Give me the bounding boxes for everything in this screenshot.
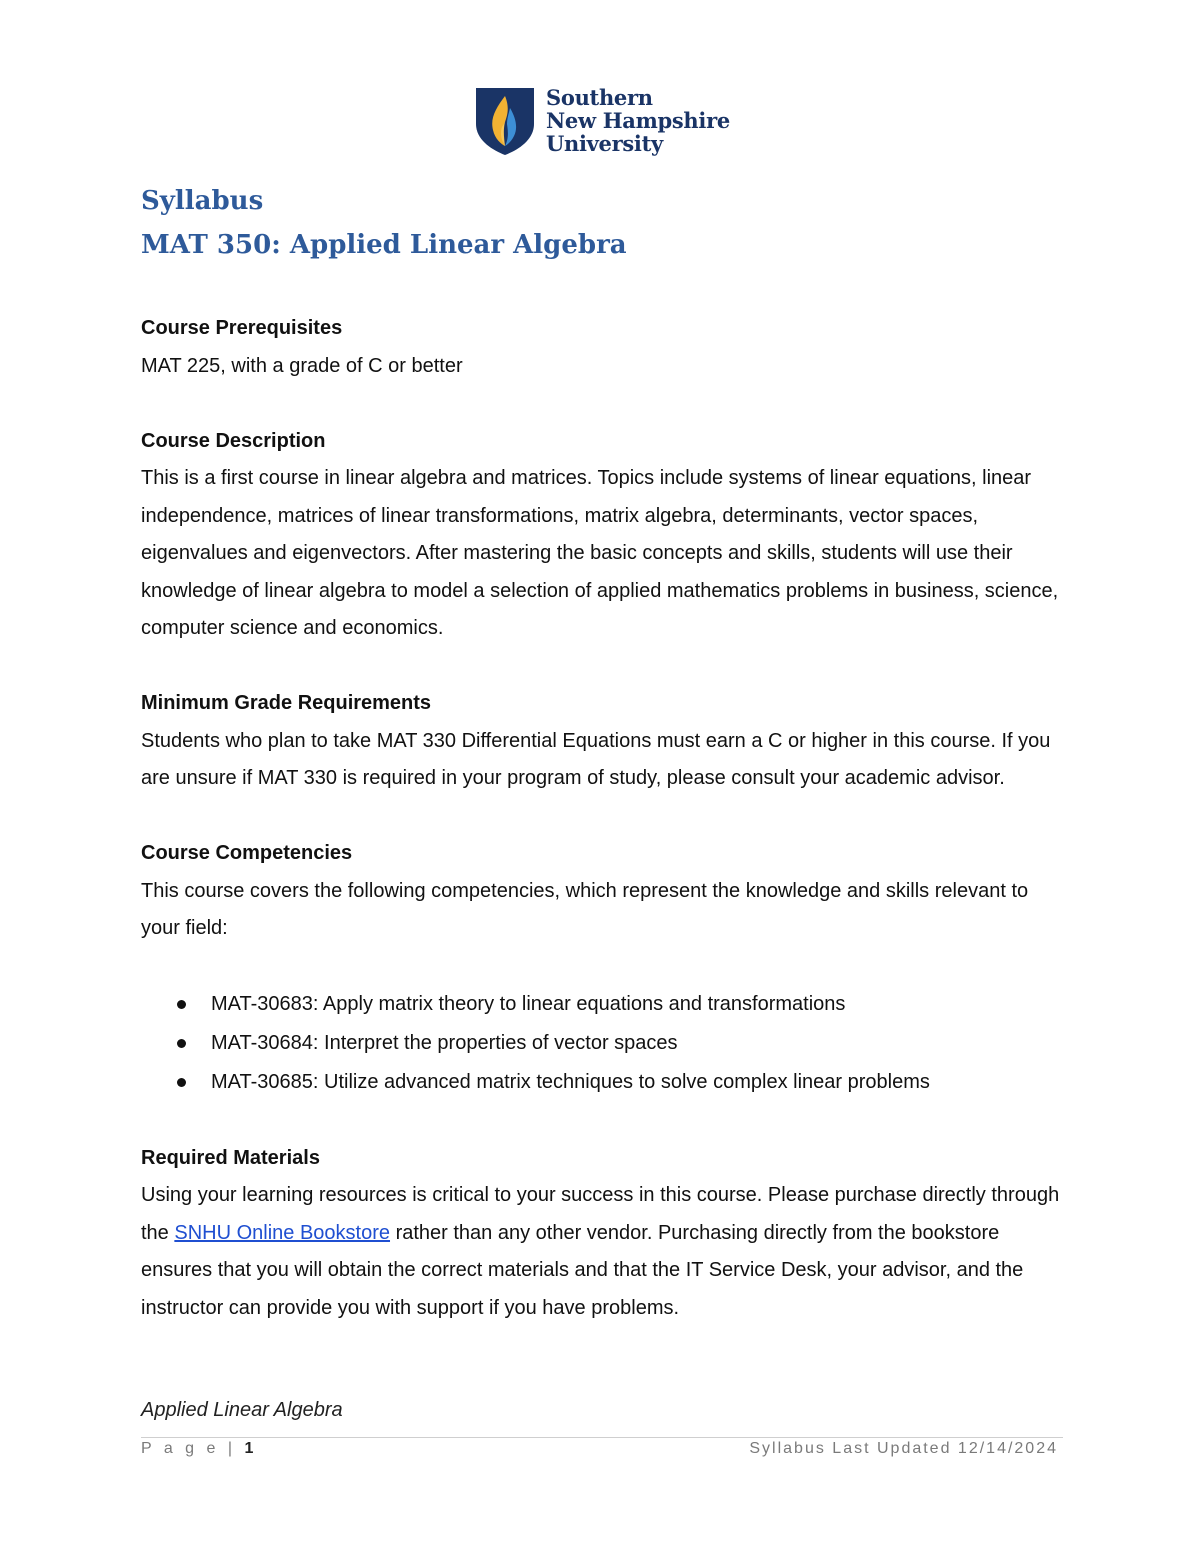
competency-text: MAT-30684: Interpret the properties of vector spaces — [211, 1032, 678, 1054]
bullet-icon — [177, 1039, 186, 1048]
description-text: This is a first course in linear algebra and matrices. Topics include systems of linear equations, linear independence, matrices of linear transformations, matrix algebra, determinants, vector spaces, eigenvalues and eigenvectors. After mastering the basic concepts and skills, students will use their knowledge of linear algebra to model a selection of applied mathematics problems in business, science, computer science and economics. — [141, 467, 1059, 639]
description-heading: Course Description — [141, 429, 326, 452]
competencies-intro: This course covers the following competencies, which represent the knowledge and skills relevant to your field: — [141, 879, 1029, 939]
logo-line-3: University — [546, 131, 663, 156]
competency-text: MAT-30685: Utilize advanced matrix techniques to solve complex linear problems — [211, 1071, 930, 1093]
competencies-heading: Course Competencies — [141, 842, 353, 864]
course-title: MAT 350: Applied Linear Algebra — [141, 230, 627, 260]
shield-flame-icon — [474, 86, 536, 156]
competency-text: MAT-30683: Apply matrix theory to linear equations and transformations — [211, 993, 846, 1015]
list-item — [141, 1024, 1071, 1063]
logo-line-1: Southern — [546, 85, 653, 110]
last-updated: Syllabus Last Updated 12/14/2024 — [749, 1440, 1058, 1457]
footer-course-name: Applied Linear Algebra — [141, 1399, 343, 1421]
list-item — [141, 985, 1071, 1024]
snhu-logo — [474, 86, 734, 160]
page-number-value: 1 — [244, 1440, 258, 1457]
prerequisites-heading: Course Prerequisites — [141, 317, 343, 339]
prerequisites-text: MAT 225, with a grade of C or better — [141, 354, 463, 377]
page-label: P a g e | — [141, 1440, 237, 1457]
document-title: Syllabus — [141, 186, 264, 216]
materials-text — [141, 1177, 1071, 1327]
bullet-icon — [177, 1000, 186, 1009]
bullet-icon — [177, 1078, 186, 1087]
syllabus-body — [141, 310, 1071, 1327]
grade-requirements-text: Students who plan to take MAT 330 Differential Equations must earn a C or higher in this course. If you are unsure if MAT 330 is required in your program of study, please consult your academic advisor. — [141, 729, 1051, 789]
materials-text-before: Using your learning resources is critical to your success in this course. Please purchase directly through the — [141, 1184, 1060, 1244]
footer-divider — [141, 1437, 1063, 1438]
materials-text-after: rather than any other vendor. Purchasing directly from the bookstore ensures that you will obtain the correct materials and that the IT Service Desk, your advisor, and the instructor can provide you with support if you have problems. — [141, 1221, 1024, 1319]
grade-requirements-heading: Minimum Grade Requirements — [141, 692, 432, 714]
logo-line-2: New Hampshire — [546, 108, 730, 133]
list-item — [141, 1063, 1071, 1102]
bookstore-link[interactable]: SNHU Online Bookstore — [174, 1221, 391, 1244]
page-number — [141, 1440, 257, 1458]
logo-wordmark — [546, 86, 730, 155]
competencies-list — [141, 985, 1071, 1102]
materials-heading: Required Materials — [141, 1146, 320, 1169]
